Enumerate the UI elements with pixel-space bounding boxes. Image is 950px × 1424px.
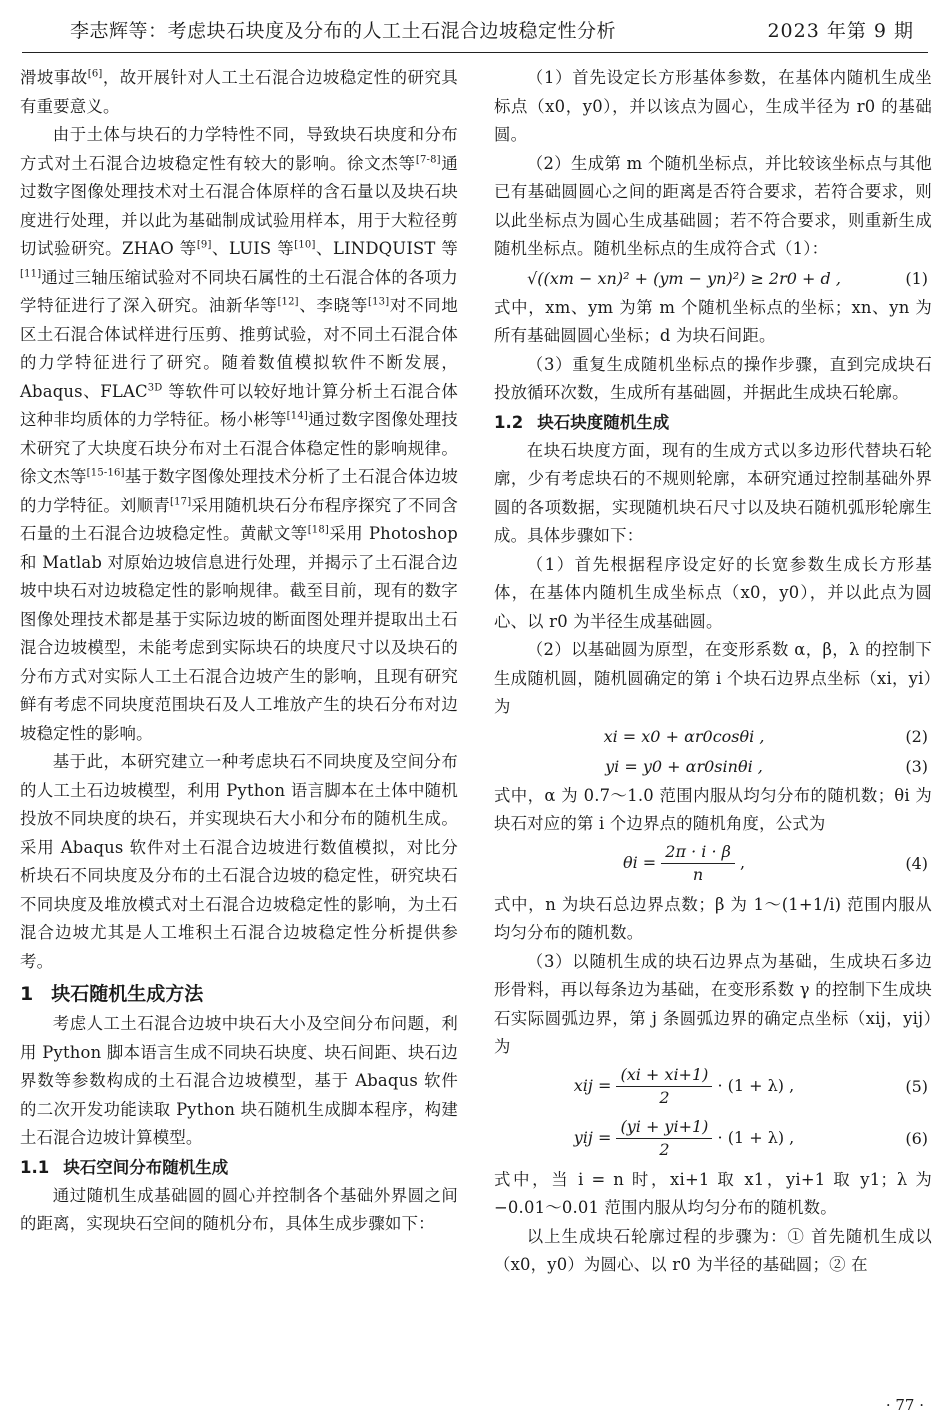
paragraph: （1）首先设定长方形基体参数，在基体内随机生成坐标点（x0，y0），并以该点为圆心，生成半径为 r0 的基础圆。 <box>494 68 932 144</box>
paragraph: 在块石块度方面，现有的生成方式以多边形代替块石轮廓，少有考虑块石的不规则轮廓，本研究通过控制基础外界圆的各项数据，实现随机块石尺寸以及块石随机弧形轮廓生成。具体步骤如下： <box>494 440 932 545</box>
equation-note: 式中，xm、ym 为第 m 个随机坐标点的坐标；xn、yn 为所有基础圆圆心坐标；d 为块石间距。 <box>494 297 932 345</box>
right-column <box>494 64 932 1280</box>
subsection-heading: 1.1 块石空间分布随机生成 <box>20 1157 229 1177</box>
paragraph: 通过随机生成基础圆的圆心并控制各个基础外界圆之间的距离，实现块石空间的随机分布，具体生成步骤如下： <box>20 1185 458 1233</box>
header-issue: 2023 年第 9 期 <box>767 20 914 42</box>
paragraph: （1）首先根据程序设定好的长宽参数生成长方形基体，在基体内随机生成坐标点（x0，y0），并以此点为圆心、以 r0 为半径生成基础圆。 <box>494 554 932 631</box>
left-column <box>20 64 458 1239</box>
paragraph: 以上生成块石轮廓过程的步骤为：① 首先随机生成以（x0，y0）为圆心、以 r0 为半径的基础圆；② 在 <box>494 1226 932 1274</box>
equation-6: yij = $\frac{(yi + yi+1)}{2}$ · (1 + λ) , (6) <box>573 1116 928 1159</box>
section-heading: 1 块石随机生成方法 <box>20 983 204 1005</box>
subsection-heading: 1.2 块石块度随机生成 <box>494 412 670 432</box>
equation-1: √((xm − xn)² + (ym − yn)²) ≥ 2r0 + d , (1) <box>527 268 928 288</box>
paragraph: （2）以基础圆为原型，在变形系数 α，β，λ 的控制下生成随机圆，随机圆确定的第 i 个块石边界点坐标（xi，yi）为 <box>494 640 932 716</box>
paragraph: （2）生成第 m 个随机坐标点，并比较该坐标点与其他已有基础圆圆心之间的距离是否符合要求，若符合要求，则以此坐标点为圆心生成基础圆；若不符合要求，则重新生成随机坐标点。随机坐标点的生成符合式（1）： <box>494 153 932 258</box>
paragraph: 基于此，本研究建立一种考虑块石不同块度及空间分布的人工土石边坡模型，利用 Python 语言脚本在土体中随机投放不同块度的块石，并实现块石大小和分布的随机生成。采用 Abaqus 软件对土石混合边坡进行数值模拟，对比分析块石不同块度及分布的土石混合边坡的稳定性，研究块石不同块度及堆放模式对土石混合边坡稳定性的影响，为土石混合边坡尤其是人工堆积土石混合边坡稳定性分析提供参考。 <box>20 752 458 971</box>
equation-note: 式中，n 为块石总边界点数；β 为 1～(1+1/i) 范围内服从均匀分布的随机数。 <box>494 894 932 942</box>
paragraph: （3）以随机生成的块石边界点为基础，生成块石多边形骨料，再以每条边为基础，在变形系数 γ 的控制下生成块石实际圆弧边界，第 j 条圆弧边界的确定点坐标（xij，yij）为 <box>494 951 932 1056</box>
paragraph: 考虑人工土石混合边坡中块石大小及空间分布问题，利用 Python 脚本语言生成不同块石块度、块石间距、块石边界数等参数构成的土石混合边坡模型，基于 Abaqus 软件的二次开发功能读取 Python 块石随机生成脚本程序，构建土石混合边坡计算模型。 <box>20 1014 458 1147</box>
equation-3: yi = y0 + αr0sinθi , (3) <box>605 756 928 776</box>
header-title: 李志辉等：考虑块石块度及分布的人工土石混合边坡稳定性分析 <box>70 20 617 42</box>
running-header <box>22 12 928 53</box>
equation-2: xi = x0 + αr0cosθi , (2) <box>603 726 928 746</box>
equation-4: θi = $\frac{2\pi \cdot i \cdot \beta}{n}$ , (4) <box>622 841 928 884</box>
equation-5: xij = $\frac{(xi + xi+1)}{2}$ · (1 + λ) , (5) <box>573 1064 928 1107</box>
paragraph: 滑坡事故[6]，故开展针对人工土石混合边坡稳定性的研究具有重要意义。 <box>20 68 458 116</box>
equation-note: 式中，当 i = n 时，xi+1 取 x1，yi+1 取 y1；λ 为 −0.01～0.01 范围内服从均匀分布的随机数。 <box>494 1169 932 1217</box>
paragraph: 由于土体与块石的力学特性不同，导致块石块度和分布方式对土石混合边坡稳定性有较大的影响。徐文杰等[7-8]通过数字图像处理技术对土石混合体原样的含石量以及块石块度进行处理，并以此为基础制成试验用样本，用于大粒径剪切试验研究。ZHAO 等[9]、LUIS 等[10]、LINDQUIST 等[11]通过三轴压缩试验对不同块石属性的土石混合体的各项力学特征进行了深入研究。油新华等[12]、李晓等[13]对不同地区土石混合体试样进行压剪、推剪试验，对不同土石混合体的力学特征进行了研究。随着数值模拟软件不断发展，Abaqus、$FLAC^{3D}$ 等软件可以较好地计算分析土石混合体这种非均质体的力学特征。杨小彬等[14]通过数字图像处理技术研究了大块度石块分布对土石混合体稳定性的影响规律。徐文杰等[15-16]基于数字图像处理技术分析了土石混合体边坡的力学特征。刘顺青[17]采用随机块石分布程序探究了不同含石量的土石混合边坡稳定性。黄献文等[18]采用 Photoshop 和 Matlab 对原始边坡信息进行处理，并揭示了土石混合边坡中块石对边坡稳定性的影响规律。截至目前，现有的数字图像处理技术都是基于实际边坡的断面图处理并提取出土石混合边坡模型，未能考虑到实际块石的块度尺寸以及块石的分布方式对实际人工土石混合边坡产生的影响，且现有研究鲜有考虑不同块度范围块石及人工堆放产生的块石分布对边坡稳定性的影响。 <box>20 125 458 743</box>
page-number: · 77 · <box>885 1396 924 1414</box>
equation-note: 式中，α 为 0.7～1.0 范围内服从均匀分布的随机数；θi 为块石对应的第 i 个边界点的随机角度，公式为 <box>494 785 932 833</box>
paragraph: （3）重复生成随机坐标点的操作步骤，直到完成块石投放循环次数，生成所有基础圆，并据此生成块石轮廓。 <box>494 354 932 402</box>
